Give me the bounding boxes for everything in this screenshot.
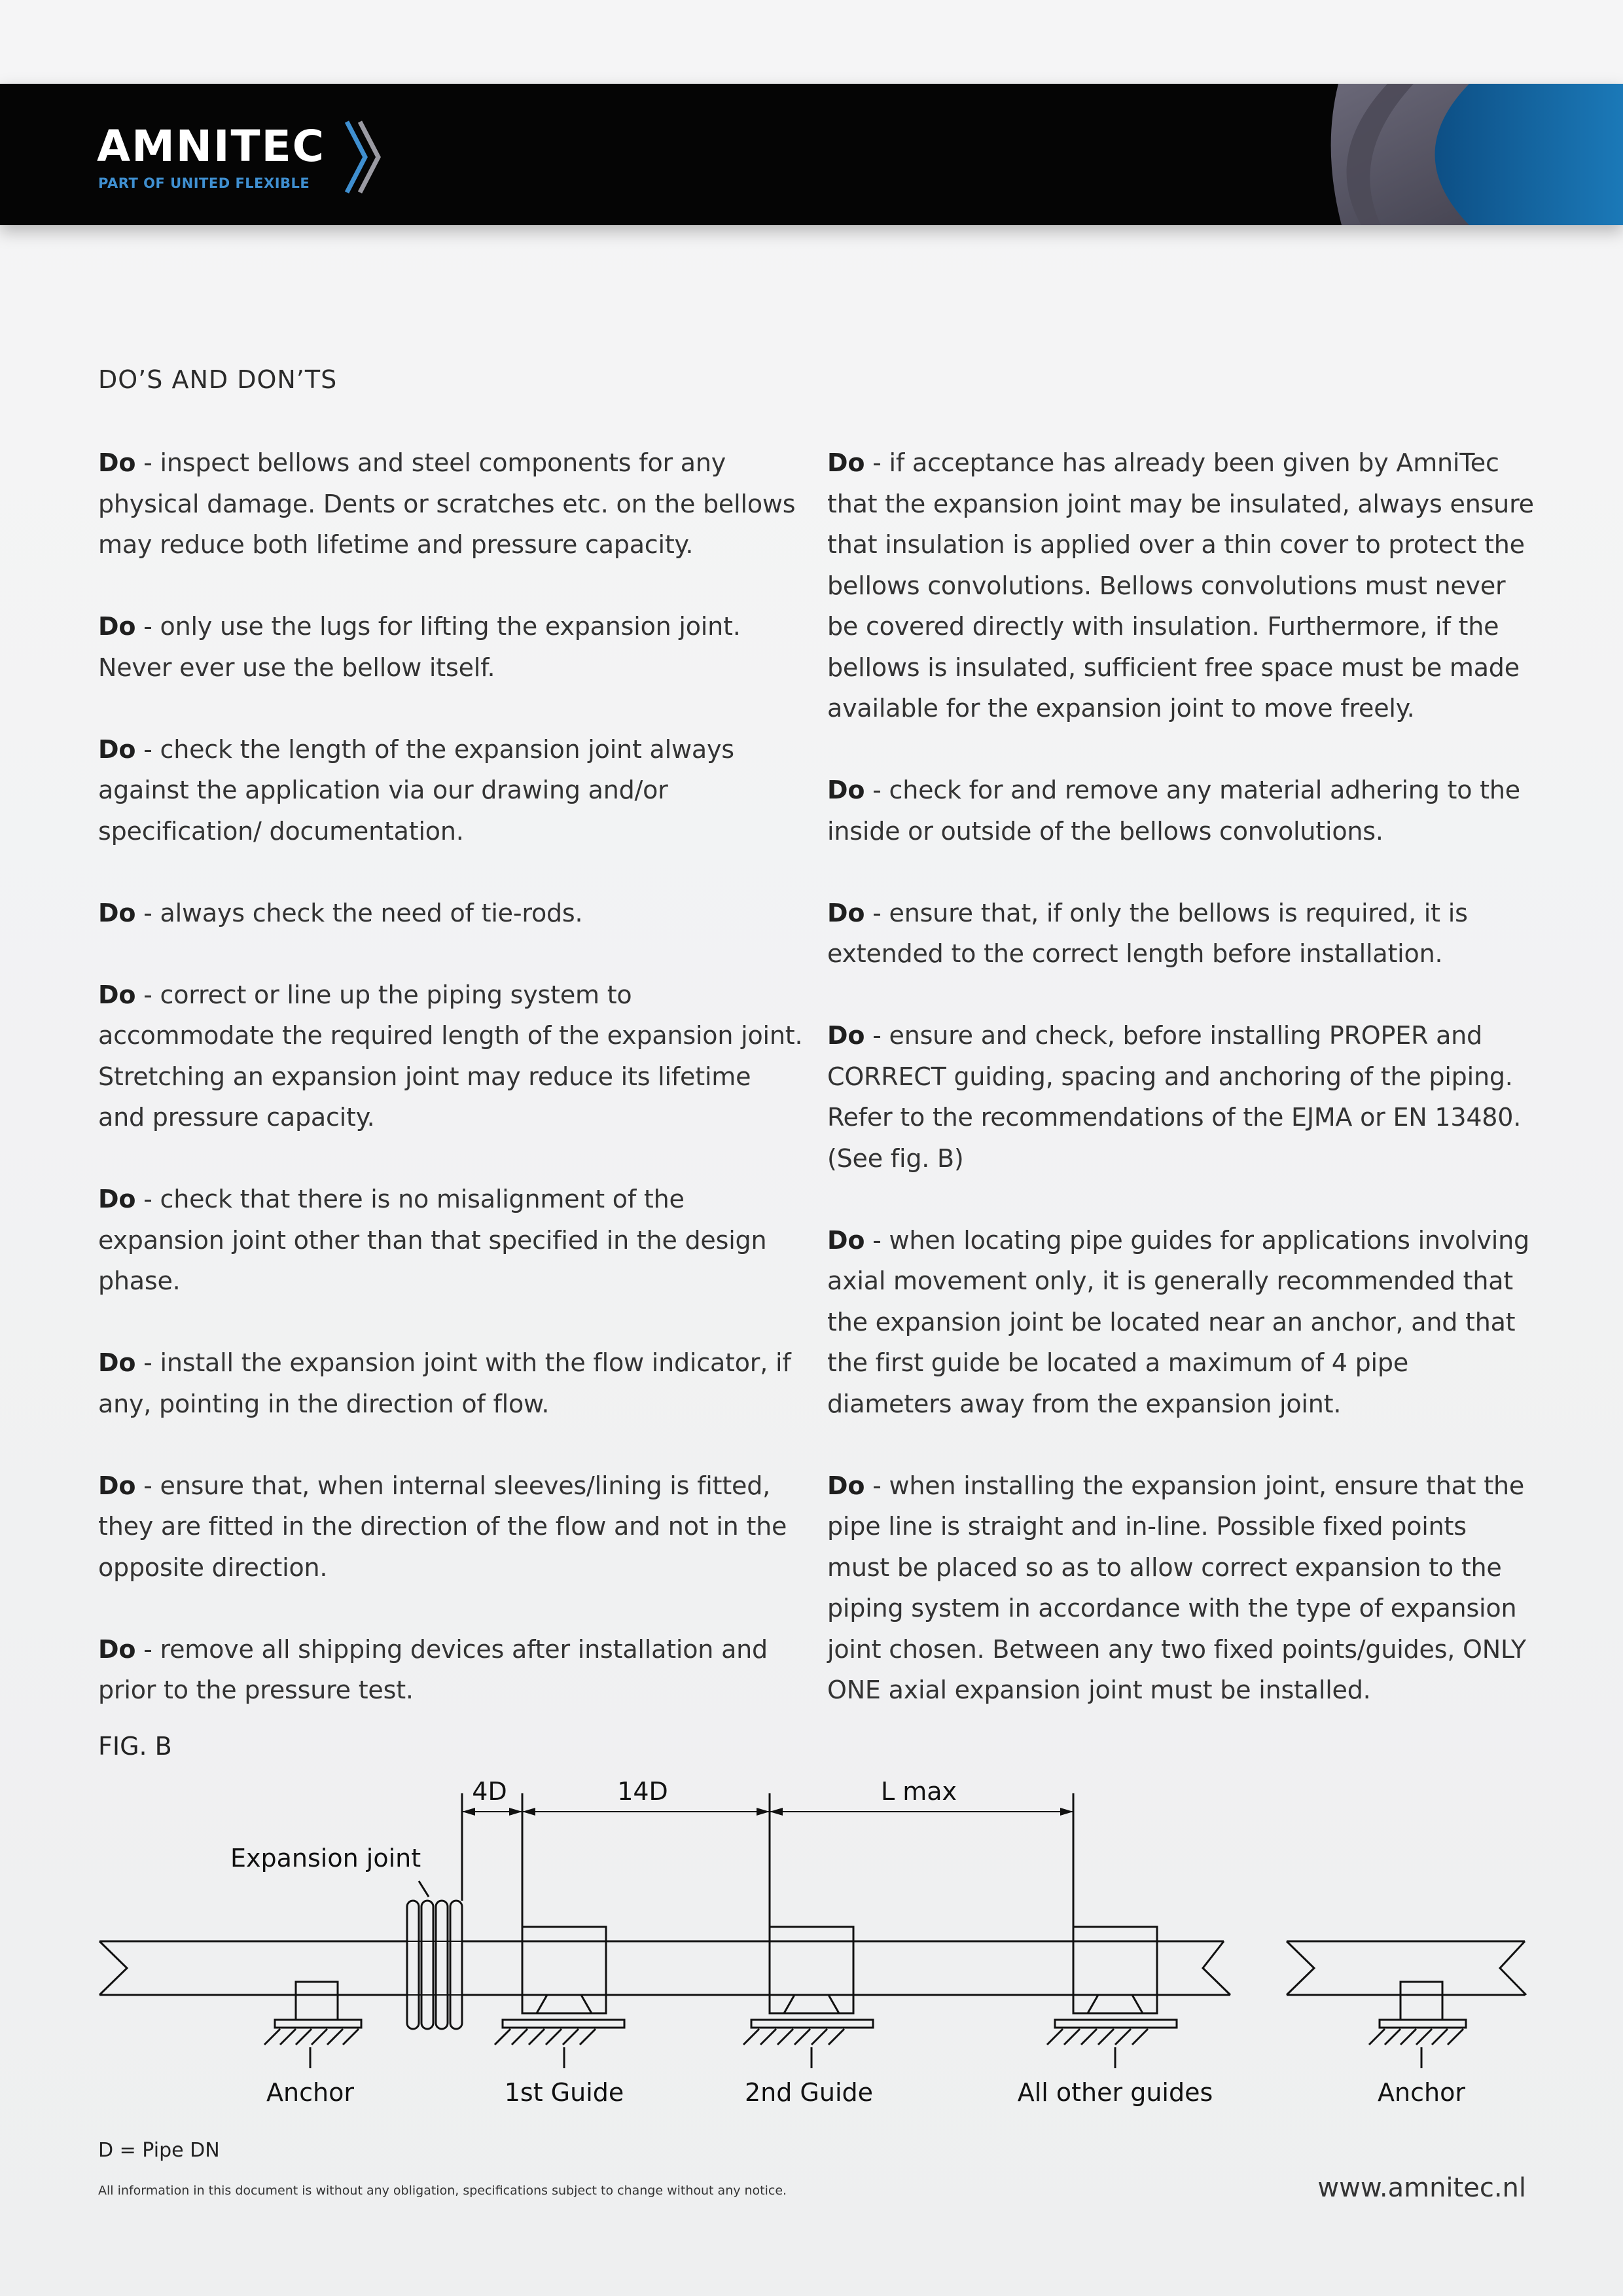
logo-wordmark: AMNITEC — [97, 121, 326, 171]
do-prefix: Do — [827, 1471, 865, 1500]
instruction-paragraph — [827, 1465, 1534, 1711]
left-column — [98, 442, 805, 1751]
do-prefix: Do — [827, 448, 865, 477]
header-band — [0, 84, 1623, 225]
do-prefix: Do — [827, 776, 865, 804]
instruction-paragraph — [827, 1220, 1534, 1425]
instruction-paragraph — [98, 1179, 805, 1302]
do-prefix: Do — [827, 898, 865, 927]
guide-other-symbol — [1047, 1927, 1177, 2068]
pipe-break-left — [99, 1941, 127, 1995]
section-title: DO’S AND DON’TS — [98, 365, 338, 394]
instruction-text: - remove all shipping devices after installation and prior to the pressure test. — [98, 1634, 768, 1704]
instruction-text: - if acceptance has already been given by AmniTec that the expansion joint may be insulated, always ensure that insulation is applied over a thin cover to protect the bellows convolutions. Bellows convolutions must never be covered directly with insulation. Furthermore, if the bellows is insulated, sufficient free space must be made available for the expansion joint to move freely. — [827, 448, 1534, 723]
instruction-text: - when locating pipe guides for applications involving axial movement only, it is generally recommended that the expansion joint be located near an anchor, and that the first guide be located a maximum of 4 pipe diameters away from the expansion joint. — [827, 1225, 1529, 1418]
do-prefix: Do — [98, 1471, 136, 1500]
instruction-paragraph — [827, 770, 1534, 852]
instruction-paragraph — [98, 729, 805, 852]
instruction-text: - check for and remove any material adhering to the inside or outside of the bellows convolutions. — [827, 776, 1520, 846]
guide-2-label: 2nd Guide — [744, 2078, 874, 2107]
dimension-14d-label: 14D — [617, 1777, 668, 1806]
instruction-text: - check that there is no misalignment of the expansion joint other than that specified in the design phase. — [98, 1185, 767, 1295]
do-prefix: Do — [98, 980, 136, 1009]
anchor-right-label: Anchor — [1378, 2078, 1465, 2107]
guide-others-label: All other guides — [1017, 2078, 1213, 2107]
instruction-text: - correct or line up the piping system to accommodate the required length of the expansion joint. Stretching an expansion joint may reduce its lifetime and pressure capacity. — [98, 980, 803, 1132]
figure-label: FIG. B — [98, 1732, 172, 1761]
figure-b-diagram — [0, 1754, 1623, 2121]
do-prefix: Do — [98, 898, 136, 927]
instruction-text: - ensure that, when internal sleeves/lining is fitted, they are fitted in the direction of the flow and not in the opposite direction. — [98, 1471, 787, 1582]
dimension-lmax-label: L max — [880, 1777, 957, 1806]
guide-1-symbol — [495, 1927, 624, 2068]
instruction-text: - only use the lugs for lifting the expansion joint. Never ever use the bellow itself. — [98, 612, 741, 682]
chevron-icon — [343, 118, 382, 196]
do-prefix: Do — [827, 1021, 865, 1050]
do-prefix: Do — [827, 1225, 865, 1255]
instruction-paragraph — [827, 1015, 1534, 1179]
guide-2-symbol — [743, 1927, 873, 2068]
instruction-paragraph — [827, 893, 1534, 975]
do-prefix: Do — [98, 1185, 136, 1213]
instruction-paragraph — [98, 893, 805, 934]
amnitec-logo — [97, 115, 398, 200]
pipe-segment-right — [1287, 1941, 1526, 1995]
dimension-4d-label: 4D — [472, 1777, 507, 1806]
instruction-text: - ensure and check, before installing PROPER and CORRECT guiding, spacing and anchoring of the piping. Refer to the recommendations of the EJMA or EN 13480. (See fig. B) — [827, 1021, 1522, 1173]
pipe-dn-note: D = Pipe DN — [98, 2139, 220, 2162]
do-prefix: Do — [98, 734, 136, 764]
instruction-paragraph — [98, 606, 805, 688]
expansion-joint-bellows — [407, 1901, 462, 2029]
do-prefix: Do — [98, 1634, 136, 1664]
instruction-paragraph — [98, 442, 805, 565]
right-column — [827, 442, 1534, 1751]
instruction-paragraph — [98, 1629, 805, 1711]
disclaimer-text: All information in this document is without any obligation, specifications subject to change without any notice. — [98, 2183, 787, 2198]
do-prefix: Do — [98, 1348, 136, 1377]
do-prefix: Do — [98, 448, 136, 477]
anchor-left-label: Anchor — [266, 2078, 354, 2107]
do-prefix: Do — [98, 612, 136, 641]
instruction-paragraph — [98, 1465, 805, 1588]
instruction-text: - inspect bellows and steel components for any physical damage. Dents or scratches etc. on the bellows may reduce both lifetime and pressure capacity. — [98, 448, 796, 559]
instruction-text: - always check the need of tie-rods. — [135, 898, 583, 927]
instruction-text: - when installing the expansion joint, ensure that the pipe line is straight and in-line. Possible fixed points must be placed so as to allow correct expansion to the piping system in accordance with the type of expansion joint chosen. Between any two fixed points/guides, ONLY ONE axial expansion joint must be installed. — [827, 1471, 1526, 1704]
instruction-paragraph — [827, 442, 1534, 729]
instruction-paragraph — [98, 975, 805, 1138]
expansion-joint-label: Expansion joint — [230, 1844, 421, 1873]
instruction-text: - install the expansion joint with the flow indicator, if any, pointing in the direction of flow. — [98, 1348, 791, 1418]
guide-1-label: 1st Guide — [504, 2078, 624, 2107]
instruction-paragraph — [98, 1342, 805, 1424]
pipe-break-right — [1203, 1941, 1230, 1995]
instruction-text: - check the length of the expansion joint always against the application via our drawing and/or specification/ documentation. — [98, 734, 734, 846]
instruction-text: - ensure that, if only the bellows is required, it is extended to the correct length before installation. — [827, 898, 1468, 968]
logo-subline: PART OF UNITED FLEXIBLE — [98, 175, 310, 191]
website-url: www.amnitec.nl — [1317, 2173, 1526, 2203]
